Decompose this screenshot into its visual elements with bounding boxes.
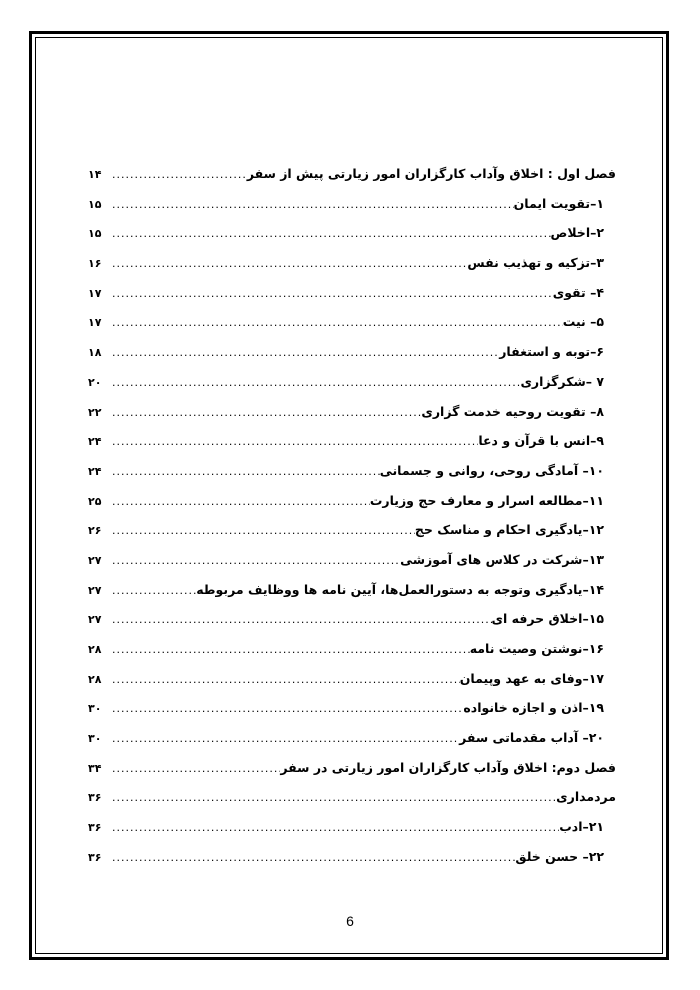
toc-entry-title: ۲۰– آداب مقدماتی سفر	[459, 730, 604, 746]
dot-leader	[110, 851, 515, 864]
toc-entry	[88, 225, 616, 255]
toc-entry-page-number: ۱۷	[88, 286, 102, 300]
toc-entry	[88, 552, 616, 582]
toc-entry-page-number: ۲۵	[88, 494, 102, 508]
toc-entry	[88, 730, 616, 760]
toc-entry-title: ۱۹–اذن و اجازه خانواده	[463, 700, 604, 716]
dot-leader	[110, 554, 400, 567]
toc-entry-title: ۱۰– آمادگی روحی، روانی و جسمانی	[379, 462, 604, 478]
toc-entry-page-number: ۱۷	[88, 316, 102, 330]
page-number: 6	[346, 913, 354, 929]
toc-entry-page-number: ۲۷	[88, 613, 102, 627]
toc-entry-title: ۳–تزکیه و تهذیب نفس	[467, 255, 604, 271]
toc-entry-page-number: ۱۴	[88, 168, 102, 181]
toc-entry-page-number: ۲۰	[88, 375, 102, 389]
dot-leader	[110, 584, 196, 597]
dot-leader	[110, 791, 556, 804]
dot-leader	[110, 227, 551, 240]
toc-entry	[88, 196, 616, 226]
toc-entry-title: ۱۴–یادگیری وتوجه به دستورالعمل‌ها، آیین نامه ها ووظایف مربوطه	[196, 581, 604, 597]
toc-entry-title: ۱۳–شرکت در کلاس های آموزشی	[400, 551, 604, 567]
toc-entry-page-number: ۱۵	[88, 227, 102, 241]
toc-entry-title: ۴– تقوی	[552, 284, 604, 300]
toc-entry	[88, 314, 616, 344]
toc-entry	[88, 849, 616, 879]
toc-entry	[88, 582, 616, 612]
toc-entry-title: فصل دوم: اخلاق وآداب کارگزاران امور زیارتی در سفر	[280, 759, 616, 775]
dot-leader	[110, 406, 421, 419]
dot-leader	[110, 821, 559, 834]
toc-entry-title: ۷ –شکرگزاری	[520, 373, 604, 389]
toc-entry	[88, 344, 616, 374]
dot-leader	[110, 198, 514, 211]
toc-entry	[88, 255, 616, 285]
toc-entry-page-number: ۳۰	[88, 732, 102, 746]
toc-entry-title: ۱۲–یادگیری احکام و مناسک حج	[414, 522, 604, 538]
toc-entry-page-number: ۱۸	[88, 346, 102, 360]
dot-leader	[110, 316, 563, 329]
toc-entry-title: ۲۲– حسن خلق	[515, 848, 604, 864]
toc-entry	[88, 671, 616, 701]
toc-entry-title: ۱۵–اخلاق حرفه ای	[491, 611, 604, 627]
toc-entry-page-number: ۳۶	[88, 821, 102, 835]
toc-entry-title: ۱۶–نوشتن وصیت نامه	[469, 641, 604, 656]
toc-entry-title: ۸– تقویت روحیه خدمت گزاری	[421, 403, 604, 419]
toc-entry	[88, 611, 616, 641]
table-of-contents	[88, 166, 616, 879]
toc-entry-page-number: ۳۰	[88, 702, 102, 716]
toc-entry-page-number: ۳۶	[88, 791, 102, 805]
dot-leader	[110, 465, 380, 478]
toc-entry	[88, 463, 616, 493]
toc-entry	[88, 166, 616, 196]
dot-leader	[110, 257, 467, 270]
toc-entry-title: ۱۱–مطالعه اسرار و معارف حج وزیارت	[369, 492, 604, 508]
dot-leader	[110, 643, 470, 656]
toc-entry	[88, 819, 616, 849]
toc-entry-page-number: ۲۸	[88, 672, 102, 686]
toc-entry-title: ۱۷–وفای به عهد وپیمان	[459, 670, 604, 686]
toc-entry-page-number: ۱۶	[88, 257, 102, 271]
dot-leader	[110, 435, 478, 448]
toc-entry	[88, 789, 616, 819]
toc-entry	[88, 404, 616, 434]
toc-entry-title: ۶–توبه و استغفار	[499, 344, 604, 360]
dot-leader	[110, 702, 463, 715]
toc-entry-page-number: ۲۷	[88, 553, 102, 567]
dot-leader	[110, 287, 553, 300]
toc-entry-title: ۲–اخلاص	[550, 225, 604, 241]
toc-entry-title: مردمداری	[556, 789, 616, 805]
dot-leader	[110, 168, 247, 181]
toc-entry	[88, 700, 616, 730]
dot-leader	[110, 346, 499, 359]
dot-leader	[110, 524, 415, 537]
toc-entry	[88, 374, 616, 404]
toc-entry-page-number: ۲۸	[88, 643, 102, 656]
dot-leader	[110, 762, 280, 775]
toc-entry-page-number: ۲۶	[88, 524, 102, 538]
toc-entry-page-number: ۲۴	[88, 464, 102, 478]
toc-entry-title: ۹–انس با قرآن و دعا	[478, 433, 604, 449]
toc-entry-title: فصل اول : اخلاق وآداب کارگزاران امور زیارتی پیش از سفر	[246, 166, 616, 181]
toc-entry	[88, 522, 616, 552]
dot-leader	[110, 613, 492, 626]
dot-leader	[110, 732, 459, 745]
dot-leader	[110, 495, 370, 508]
toc-entry	[88, 760, 616, 790]
toc-entry-page-number: ۲۲	[88, 405, 102, 419]
toc-entry	[88, 285, 616, 315]
toc-entry-title: ۱–تقویت ایمان	[513, 195, 604, 211]
toc-entry-page-number: ۲۴	[88, 435, 102, 449]
toc-entry-title: ۵– نیت	[562, 314, 604, 330]
toc-entry-page-number: ۳۶	[88, 850, 102, 864]
toc-entry-page-number: ۳۴	[88, 761, 102, 775]
toc-entry-title: ۲۱–ادب	[559, 819, 604, 835]
toc-entry-page-number: ۱۵	[88, 197, 102, 211]
toc-entry	[88, 493, 616, 523]
toc-entry	[88, 641, 616, 671]
toc-entry	[88, 433, 616, 463]
dot-leader	[110, 673, 460, 686]
dot-leader	[110, 376, 520, 389]
toc-entry-page-number: ۲۷	[88, 583, 102, 597]
